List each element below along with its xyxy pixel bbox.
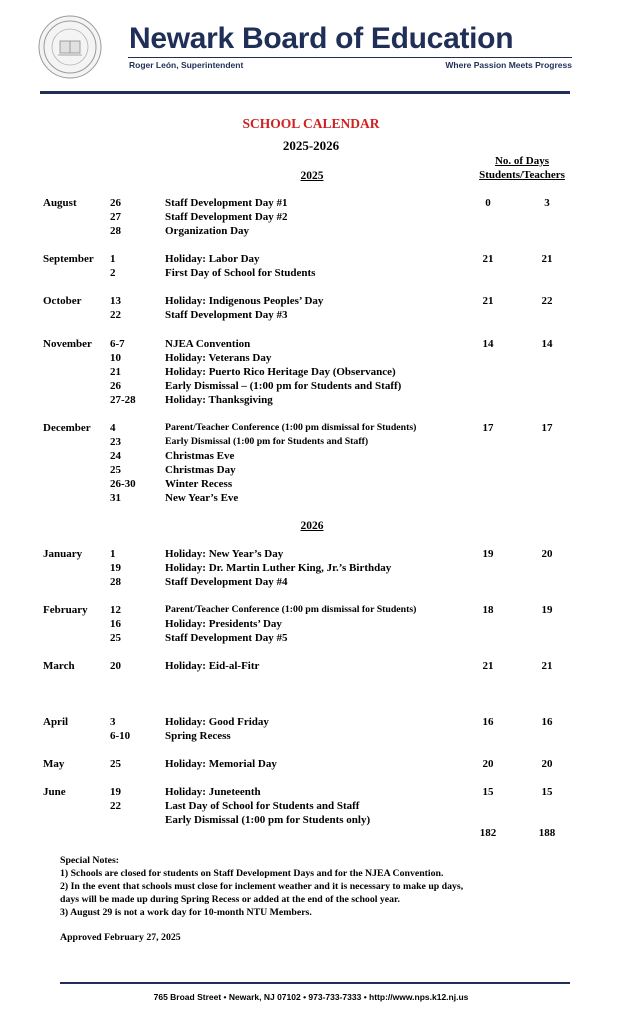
student-days-cell: 18 xyxy=(482,604,494,616)
calendar-row xyxy=(0,449,622,463)
calendar-row xyxy=(0,351,622,365)
superintendent: Roger León, Superintendent xyxy=(129,60,244,70)
days-header-line1: No. of Days xyxy=(494,155,550,167)
day-cell: 25 xyxy=(110,464,121,476)
event-cell: Holiday: New Year’s Day xyxy=(165,548,284,560)
year-heading-2026: 2026 xyxy=(300,520,324,532)
event-cell: Organization Day xyxy=(165,225,250,237)
day-cell: 22 xyxy=(110,309,121,321)
day-cell: 23 xyxy=(110,436,121,448)
event-cell: Winter Recess xyxy=(165,478,233,490)
day-cell: 26 xyxy=(110,380,121,392)
calendar-row xyxy=(0,308,622,322)
day-cell: 16 xyxy=(110,618,121,630)
org-name: Newark Board of Education xyxy=(129,22,514,55)
district-seal-icon xyxy=(38,15,102,79)
event-cell: Holiday: Indigenous Peoples’ Day xyxy=(165,295,324,307)
event-cell: Holiday: Puerto Rico Heritage Day (Observance) xyxy=(165,366,396,378)
calendar-row xyxy=(0,379,622,393)
event-cell: Early Dismissal (1:00 pm for Students and Staff) xyxy=(165,436,369,447)
total-students: 182 xyxy=(479,827,497,839)
day-cell: 21 xyxy=(110,366,121,378)
student-days-cell: 17 xyxy=(482,422,494,434)
event-cell: Christmas Day xyxy=(165,464,236,476)
calendar-row xyxy=(0,491,622,505)
month-cell: December xyxy=(43,422,91,434)
student-days-cell: 21 xyxy=(482,660,494,672)
calendar-row xyxy=(0,337,622,351)
month-cell: November xyxy=(43,338,92,350)
day-cell: 12 xyxy=(110,604,121,616)
day-cell: 26 xyxy=(110,197,121,209)
calendar-row xyxy=(0,715,622,729)
calendar-row xyxy=(0,617,622,631)
teacher-days-cell: 15 xyxy=(541,786,553,798)
day-cell: 6-10 xyxy=(110,730,131,742)
event-cell: First Day of School for Students xyxy=(165,267,316,279)
calendar-row xyxy=(0,547,622,561)
day-cell: 10 xyxy=(110,352,121,364)
day-cell: 4 xyxy=(110,422,116,434)
motto: Where Passion Meets Progress xyxy=(445,60,572,70)
calendar-row xyxy=(0,463,622,477)
calendar-row xyxy=(0,813,622,827)
event-cell: Holiday: Juneteenth xyxy=(165,786,261,798)
month-cell: April xyxy=(43,716,69,728)
calendar-row xyxy=(0,659,622,673)
day-cell: 28 xyxy=(110,576,121,588)
calendar-row xyxy=(0,757,622,771)
student-days-cell: 0 xyxy=(485,197,491,209)
event-cell: Early Dismissal (1:00 pm for Students only) xyxy=(165,814,371,826)
teacher-days-cell: 21 xyxy=(541,253,553,265)
teacher-days-cell: 16 xyxy=(541,716,553,728)
event-cell: Holiday: Memorial Day xyxy=(165,758,277,770)
note-line: 2) In the event that schools must close for inclement weather and it is necessary to make up days, xyxy=(60,881,464,893)
student-days-cell: 21 xyxy=(482,253,494,265)
header-divider xyxy=(128,57,572,58)
teacher-days-cell: 19 xyxy=(541,604,553,616)
day-cell: 24 xyxy=(110,450,121,462)
month-cell: September xyxy=(43,253,94,265)
event-cell: Christmas Eve xyxy=(165,450,235,462)
calendar-row xyxy=(0,729,622,743)
day-cell: 13 xyxy=(110,295,121,307)
day-cell: 22 xyxy=(110,800,121,812)
calendar-row xyxy=(0,477,622,491)
teacher-days-cell: 21 xyxy=(541,660,553,672)
event-cell: Holiday: Dr. Martin Luther King, Jr.’s Birthday xyxy=(165,562,392,574)
event-cell: Early Dismissal – (1:00 pm for Students and Staff) xyxy=(165,380,402,392)
day-cell: 25 xyxy=(110,632,121,644)
event-cell: Holiday: Presidents’ Day xyxy=(165,618,282,630)
teacher-days-cell: 3 xyxy=(544,197,550,209)
calendar-row xyxy=(0,631,622,645)
footer-rule xyxy=(60,982,570,984)
note-line: 1) Schools are closed for students on Staff Development Days and for the NJEA Convention. xyxy=(60,868,444,880)
calendar-row xyxy=(0,785,622,799)
calendar-row xyxy=(0,365,622,379)
day-cell: 2 xyxy=(110,267,116,279)
calendar-row xyxy=(0,252,622,266)
event-cell: Holiday: Good Friday xyxy=(165,716,269,728)
calendar-row xyxy=(0,575,622,589)
teacher-days-cell: 17 xyxy=(541,422,553,434)
special-notes xyxy=(60,854,463,919)
event-cell: Holiday: Eid-al-Fitr xyxy=(165,660,260,672)
event-cell: New Year’s Eve xyxy=(165,492,239,504)
day-cell: 26-30 xyxy=(110,478,136,490)
calendar-row xyxy=(0,294,622,308)
day-cell: 25 xyxy=(110,758,121,770)
student-days-cell: 14 xyxy=(482,338,494,350)
calendar-row xyxy=(0,196,622,210)
month-cell: August xyxy=(43,197,77,209)
day-cell: 3 xyxy=(110,716,116,728)
student-days-cell: 20 xyxy=(482,758,494,770)
event-cell: Parent/Teacher Conference (1:00 pm dismissal for Students) xyxy=(165,604,417,615)
days-header-line2: Students/Teachers xyxy=(479,169,565,181)
days-column-header xyxy=(472,154,572,182)
event-cell: Staff Development Day #2 xyxy=(165,211,288,223)
student-days-cell: 15 xyxy=(482,786,494,798)
day-cell: 6-7 xyxy=(110,338,125,350)
event-cell: Staff Development Day #5 xyxy=(165,632,288,644)
student-days-cell: 16 xyxy=(482,716,494,728)
day-cell: 1 xyxy=(110,253,116,265)
month-cell: October xyxy=(43,295,82,307)
letterhead xyxy=(0,0,622,100)
day-cell: 1 xyxy=(110,548,116,560)
event-cell: Parent/Teacher Conference (1:00 pm dismissal for Students) xyxy=(165,422,417,433)
page-title: SCHOOL CALENDAR xyxy=(242,116,380,131)
year-heading-2025: 2025 xyxy=(300,170,324,182)
event-cell: Staff Development Day #4 xyxy=(165,576,288,588)
teacher-days-cell: 22 xyxy=(541,295,553,307)
event-cell: Staff Development Day #3 xyxy=(165,309,288,321)
note-line: days will be made up during Spring Recess or added at the end of the school year. xyxy=(60,894,400,906)
notes-heading: Special Notes: xyxy=(60,855,120,866)
day-cell: 27 xyxy=(110,211,121,223)
calendar-row xyxy=(0,435,622,449)
calendar-row xyxy=(0,393,622,407)
month-cell: May xyxy=(43,758,65,770)
teacher-days-cell: 20 xyxy=(541,758,553,770)
event-cell: Holiday: Labor Day xyxy=(165,253,260,265)
total-teachers: 188 xyxy=(538,827,556,839)
student-days-cell: 21 xyxy=(482,295,494,307)
day-cell: 19 xyxy=(110,786,121,798)
event-cell: Last Day of School for Students and Staff xyxy=(165,800,360,812)
event-cell: Holiday: Veterans Day xyxy=(165,352,272,364)
event-cell: NJEA Convention xyxy=(165,338,251,350)
header-rule xyxy=(40,91,570,94)
event-cell: Staff Development Day #1 xyxy=(165,197,288,209)
month-cell: March xyxy=(43,660,75,672)
month-cell: January xyxy=(43,548,83,560)
footer-address: 765 Broad Street • Newark, NJ 07102 • 973-733-7333 • http://www.nps.k12.nj.us xyxy=(153,992,469,1002)
calendar-row xyxy=(0,561,622,575)
calendar-row xyxy=(0,799,622,813)
month-cell: February xyxy=(43,604,88,616)
calendar-row xyxy=(0,224,622,238)
day-cell: 20 xyxy=(110,660,121,672)
day-cell: 27-28 xyxy=(110,394,136,406)
day-cell: 31 xyxy=(110,492,121,504)
approval-date: Approved February 27, 2025 xyxy=(60,932,181,943)
calendar-row xyxy=(0,421,622,435)
calendar-row xyxy=(0,603,622,617)
event-cell: Spring Recess xyxy=(165,730,231,742)
student-days-cell: 19 xyxy=(482,548,494,560)
calendar-row xyxy=(0,266,622,280)
teacher-days-cell: 20 xyxy=(541,548,553,560)
calendar-row xyxy=(0,210,622,224)
event-cell: Holiday: Thanksgiving xyxy=(165,394,273,406)
day-cell: 19 xyxy=(110,562,121,574)
teacher-days-cell: 14 xyxy=(541,338,553,350)
day-cell: 28 xyxy=(110,225,121,237)
month-cell: June xyxy=(43,786,66,798)
school-year: 2025-2026 xyxy=(282,138,340,153)
note-line: 3) August 29 is not a work day for 10-month NTU Members. xyxy=(60,907,312,919)
